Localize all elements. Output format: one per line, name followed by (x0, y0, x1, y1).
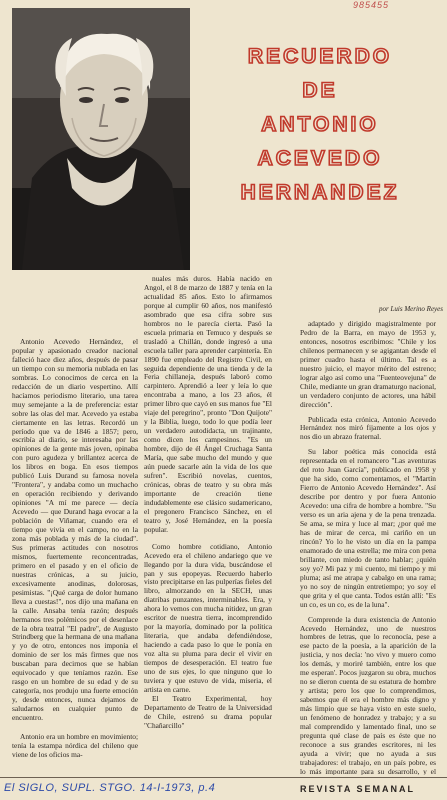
handwritten-source-note: El SIGLO, SUPL. STGO. 14-I-1973, p.4 (4, 782, 216, 794)
title-line-4: HERNANDEZ (240, 181, 400, 204)
text-column-1 (12, 338, 138, 760)
text-column-2 (144, 275, 272, 731)
paragraph: Como hombre cotidiano, Antonio Acevedo era el chileno andariego que ve llegando por la dura vida, buscándose el pan y sus epopeyas. Recuerdo haberlo visto precipitarse en las pulperías fieles del libro, almorzando en la SECH, unas diatribas punzantes, interminables. Era, y ahora lo vemos con mucha nitidez, un gran escritor de nuestra tierra, incomprendido por la mayoría, dominado por la política literaria, que andaba defendiéndose, haciendo a cada paso lo que le ponía en voz alta su pluma para decir el vivir en tiempos de desesperación. El teatro fue uno de sus ejes, lo que ninguno que lo tuviera y que estuvo de vida, miseria, el artista en carne. (144, 541, 272, 694)
article-title (200, 40, 440, 210)
text-column-3 (300, 320, 436, 775)
corner-handwritten-note: 985455 (353, 0, 390, 10)
page-footer (0, 777, 447, 800)
section-name: REVISTA SEMANAL (300, 784, 416, 794)
paragraph: Comprende la dura existencia de Antonio Acevedo Hernández, uno de nuestros hombres de letras, que lo reconocía, pese a ese pacto de la poesía, a la aparición de la justicia, y nos decía: 'no vivo y muero como los demás, y moriré también, entre los que me esperan'. Pocos juzgaron su obra, muchos no se dieron cuenta de su estatura de hombre y artista; pero los que lo comprendimos, sabemos que él era el hombre más digno y más limpio que se haya visto en este suelo, un fenómeno de honradez y trabajo; y a su mal comprendido y lamentado final, uno se pregunta qué clase de país es éste que no reconoce a sus grandes escritores, ni les ayuda a vivir; que no ayuda a sus trabajadores: el trabajo, en un país pobre, es lo más importante para su desarrollo, y el (300, 614, 436, 775)
paragraph: El Teatro Experimental, hoy Departamento de Teatro de la Universidad de Chile, estrenó su drama popular "Chañarcillo" (144, 693, 272, 730)
paragraph: Antonio era un hombre en movimiento; tenía la estampa nórdica del chileno que viene de los oficios ma- (12, 731, 138, 759)
paragraph: Antonio Acevedo Hernández, el popular y apasionado creador nacional falleció hace diez años, después de pasar un tiempo con su memoria nublada en las sombras. Lo conocimos de cerca en la redacción de un diario vespertino. Allí hacíamos periodismo literario, una tarea muy semejante a la de preferencia: estar sobre las olas del mar. Acevedo ya estaba ciertamente en las letras. Recordó un período que va de 1846 a 1857; pero, escribía al diario, se interesaba por las opiniones de la gente más joven, opinaba con puro agudeza y brillantez acerca de los libros en boga. En esos tiempos publicó Luis Durand su famosa novela "Frontera", y andaba como un muchacho en operación recibiendo y derivando opiniones "A mí me parece — decía Acevedo — que Durand haga evocar a la población de Viñamar, cuando era el tiempo que vivía en el campo, no en la zona más poblada y más de la ciudad". Sus primeras actitudes con nosotros mismos, fuertemente reconcentradas, primero en el pasado y en el oficio de nuestras crónicas, a su juicio, excesivamente anodinas, dolorosas, pesimistas. "¡Qué carga de dolor humano lleva a cuestas!", nos dijo una mañana en la calle. Ansaba tenía razón; después hermanos tres polémicos por el desenlace de la obra teatral "El padre", de Augusto Strindberg que la hermana de una mañana y yo de otro, entonces nos imponía el dominio de ser los más firmes que nos buscaban para decirnos que se habían equivocado y que teníamos razón. Ese rasgo en un hombre de su edad y de su categoría, nos produjo una fuerte emoción y, desde entonces, nunca dejamos de saludarnos en cualquier punto de encuentro. (12, 338, 138, 723)
title-line-1: RECUERDO (247, 45, 393, 68)
paragraph: Publicada esta crónica, Antonio Acevedo Hernández nos miró fijamente a los ojos y nos dio un abrazo fraternal. (300, 414, 436, 442)
title-line-3: ANTONIO ACEVEDO (257, 113, 383, 170)
portrait-photo (12, 8, 190, 270)
paragraph: Su labor poética más conocida está representada en el romancero "Las aventuras del roto Juan García", publicado en 1958 y que ha sido, como comentamos, el "Martín Fierro de Antonio Acevedo Hernández". Así describe por dentro y por fuera Antonio Acevedo: una cifra de hombre a hombre. "Su verso es un aria ajena y de la pena trenzada. Se ama, se mira y luce al mar; ¿por qué me has de mirar de cerca, mi cariño en un rincón? Yo lo he visto un día en la pampa enamorado de una estrella; me mira con pena brillante, con miedo de tanto hablar; ¿quién soy yo? Mi paz y mi cuento, mi tiempo y mi pluma; así me atrapa y cabalgo en una rama; yo no soy de ningún entretiempo; yo soy el que grita y el que canta. Todos están allí: "Es un co, es un co, es de la luna". (300, 447, 436, 609)
byline: por Luis Merino Reyes (379, 305, 443, 313)
paragraph: nuales más duros. Había nacido en Angol, el 8 de marzo de 1887 y tenía en la actualidad 85 años. Esto lo afirmamos porque al cumplir 60 años, nos manifestó asombrado que esa cifra sobre sus hombros no le parecía cierta. Pasó la escuela primaria en Temuco y después se trasladó a Chillán, donde ingresó a una escuela taller para aprender carpintería. En 1890 fue empleado del Registro Civil, en seguida dependiente de una tienda y de la Feria chillaneja, después laboró como carpintero. Aprendió a leer y leía lo que encontraba a mano, a los 23 años, él primer libro que cayó en sus manos fue "El viaje del peregrino", pronto "Don Quijote" y la Biblia, luego, todo lo que podía leer un verdadero autodidacta, un trajinante, como dicen los campesinos. "Es un hombre, dijo de él Ángel Cruchaga Santa María, que sabe mucho del mundo y que aún puede sacarle aún la vida de los que sufren". Escribió novelas, cuentos, crónicas, obras de teatro y su obra más importante de creación tiene indudablemente ese clásico sudamericano, el pregonero Francisco Sánchez, en el teatro y, José Hernández, en la poesía popular. (144, 275, 272, 534)
paragraph: adaptado y dirigido magistralmente por Pedro de la Barra, en mayo de 1953 y, entonces, nosotros escribimos: "Chile y los chilenos permanecen y se agigantan desde el primer cuadro hasta el último. Tal es a nuestro juicio, el mayor mérito del estreno; lograr algo así como una "Fuenteovejuna" de Chile, mediante un gran dramaturgo nacional, un verdadero conjunto de actores, una hábil dirección". (300, 320, 436, 409)
title-line-2: DE (302, 79, 338, 102)
